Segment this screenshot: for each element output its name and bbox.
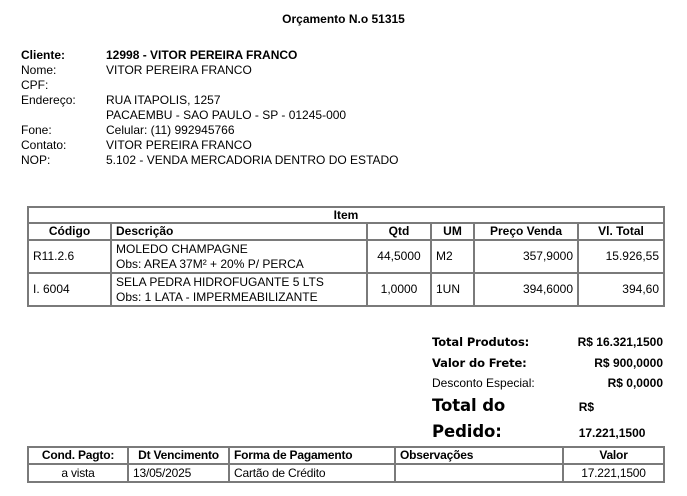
payment-vencimento: 13/05/2025 <box>128 464 229 482</box>
item-qtd: 44,5000 <box>367 240 431 273</box>
payment-header-row <box>28 447 664 464</box>
name-row <box>21 63 399 78</box>
item-descricao <box>111 273 367 306</box>
item-descricao-text: MOLEDO CHAMPAGNE <box>116 241 248 256</box>
item-preco: 394,6000 <box>474 273 578 306</box>
frete-label: Valor do Frete: <box>432 356 527 370</box>
payment-cond: a vista <box>28 464 128 482</box>
desconto-row <box>432 373 663 393</box>
address-label-2 <box>21 108 106 123</box>
items-header-row <box>28 223 664 240</box>
col-codigo: Código <box>28 223 111 240</box>
client-row <box>21 48 399 63</box>
total-produtos-label: Total Produtos: <box>432 335 530 349</box>
contact-value: VITOR PEREIRA FRANCO <box>106 138 252 152</box>
item-descricao-text: SELA PEDRA HIDROFUGANTE 5 LTS <box>116 274 324 289</box>
phone-value: Celular: (11) 992945766 <box>106 123 235 137</box>
item-um: 1UN <box>431 273 474 306</box>
table-row <box>28 464 664 482</box>
total-pedido-value: R$ 17.221,1500 <box>578 400 646 440</box>
address-line2: PACAEMBU - SAO PAULO - SP - 01245-000 <box>106 108 347 122</box>
table-row <box>28 240 664 273</box>
desconto-value: R$ 0,0000 <box>607 376 663 390</box>
item-total: 15.926,55 <box>578 240 664 273</box>
contact-row <box>21 138 399 153</box>
col-qtd: Qtd <box>367 223 431 240</box>
address-row-2 <box>21 108 399 123</box>
col-forma-pagamento: Forma de Pagamento <box>229 447 395 464</box>
nop-label: NOP: <box>21 153 51 167</box>
item-preco: 357,9000 <box>474 240 578 273</box>
payment-table <box>27 446 665 483</box>
col-descricao: Descrição <box>111 223 367 240</box>
payment-valor: 17.221,1500 <box>563 464 664 482</box>
quote-title: Orçamento N.o 51315 <box>282 12 405 26</box>
cpf-row <box>21 78 399 93</box>
frete-value: R$ 900,0000 <box>594 356 663 370</box>
item-um: M2 <box>431 240 474 273</box>
phone-label: Fone: <box>21 123 52 137</box>
client-value: 12998 - VITOR PEREIRA FRANCO <box>106 48 298 62</box>
item-descricao <box>111 240 367 273</box>
totals-block <box>432 332 663 441</box>
col-preco: Preço Venda <box>474 223 578 240</box>
item-obs: Obs: AREA 37M² + 20% P/ PERCA <box>116 256 304 271</box>
address-label: Endereço: <box>21 93 76 107</box>
desconto-label: Desconto Especial: <box>432 376 535 390</box>
table-row <box>28 273 664 306</box>
col-cond-pagto: Cond. Pagto: <box>28 447 128 464</box>
name-value: VITOR PEREIRA FRANCO <box>106 63 252 77</box>
phone-row <box>21 123 399 138</box>
cpf-label: CPF: <box>21 78 49 92</box>
address-line1: RUA ITAPOLIS, 1257 <box>106 93 221 107</box>
items-table <box>27 206 665 307</box>
total-produtos-value: R$ 16.321,1500 <box>577 335 663 349</box>
col-valor: Valor <box>563 447 664 464</box>
item-codigo: I. 6004 <box>28 273 111 306</box>
items-title-row <box>28 207 664 223</box>
item-total: 394,60 <box>578 273 664 306</box>
col-vencimento: Dt Vencimento <box>128 447 229 464</box>
total-pedido-label: Total do Pedido: <box>432 396 506 441</box>
frete-row <box>432 353 663 373</box>
client-info <box>21 48 399 168</box>
name-label: Nome: <box>21 63 57 77</box>
col-total: Vl. Total <box>578 223 664 240</box>
address-row <box>21 93 399 108</box>
items-title: Item <box>28 207 664 223</box>
item-obs: Obs: 1 LATA - IMPERMEABILIZANTE <box>116 289 318 304</box>
item-qtd: 1,0000 <box>367 273 431 306</box>
nop-value: 5.102 - VENDA MERCADORIA DENTRO DO ESTADO <box>106 153 399 167</box>
nop-row <box>21 153 399 168</box>
total-produtos-row <box>432 332 663 353</box>
contact-label: Contato: <box>21 138 67 152</box>
col-observacoes: Observações <box>395 447 563 464</box>
item-codigo: R11.2.6 <box>28 240 111 273</box>
client-label: Cliente: <box>21 48 66 62</box>
total-pedido-row <box>432 393 663 441</box>
payment-obs <box>395 464 563 482</box>
col-um: UM <box>431 223 474 240</box>
payment-forma: Cartão de Crédito <box>229 464 395 482</box>
